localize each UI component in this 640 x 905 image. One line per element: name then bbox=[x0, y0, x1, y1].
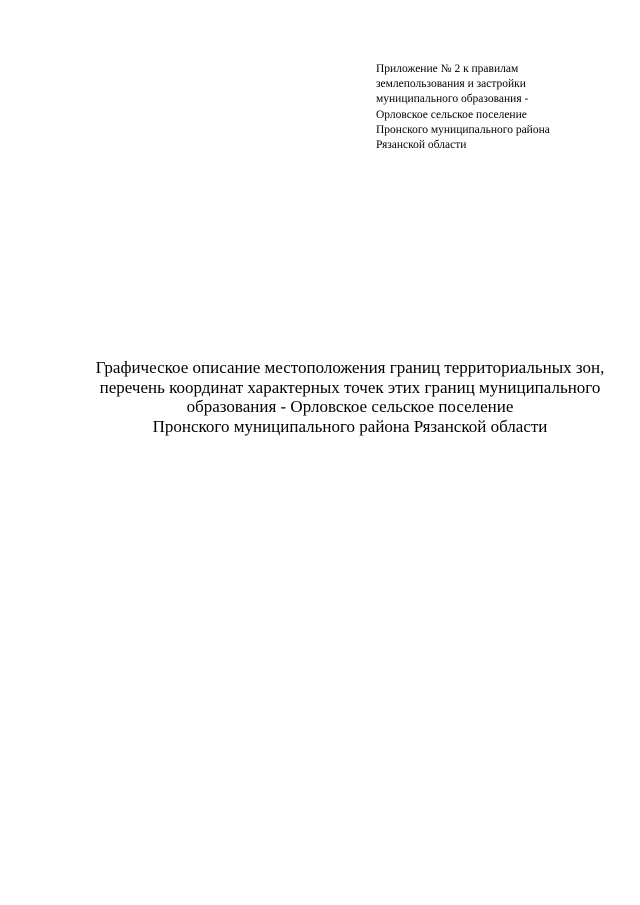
appendix-line: муниципального образования - bbox=[376, 93, 529, 106]
appendix-note bbox=[376, 62, 626, 153]
appendix-line: Пронского муниципального района bbox=[376, 123, 550, 136]
title-line: перечень координат характерных точек этих границ муниципального bbox=[99, 377, 601, 397]
title-line: Пронского муниципального района Рязанской области bbox=[152, 416, 548, 436]
appendix-line: Приложение № 2 к правилам bbox=[376, 63, 519, 75]
appendix-line: Рязанской области bbox=[376, 139, 467, 152]
title-line: Графическое описание местоположения границ территориальных зон, bbox=[95, 358, 605, 377]
appendix-line: Орловское сельское поселение bbox=[376, 108, 527, 121]
document-title bbox=[60, 358, 640, 436]
appendix-line: землепользования и застройки bbox=[376, 78, 526, 91]
title-line: образования - Орловское сельское поселение bbox=[186, 397, 514, 416]
